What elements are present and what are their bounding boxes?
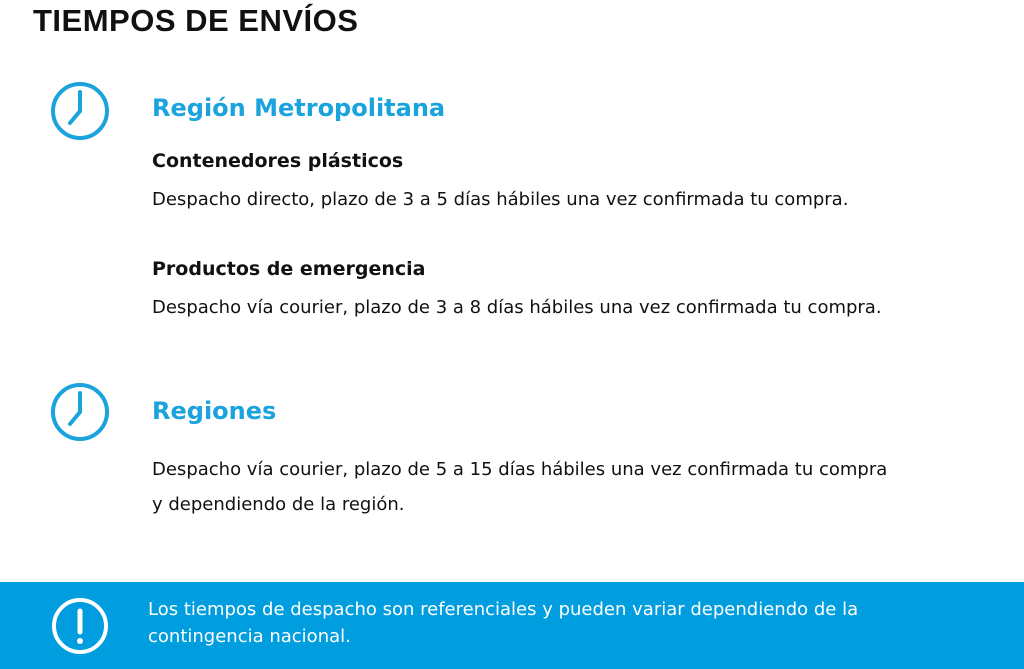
notice-text: Los tiempos de despacho son referenciales y pueden variar dependiendo de la contingencia nacional. — [148, 599, 859, 647]
notice-bar — [0, 582, 1024, 669]
item-heading-contenedores: Contenedores plásticos — [152, 150, 404, 172]
clock-icon — [49, 80, 111, 142]
item-heading-emergencia: Productos de emergencia — [152, 258, 426, 280]
section-title-regiones: Regiones — [152, 397, 277, 425]
section-title-region-metropolitana: Región Metropolitana — [152, 94, 446, 122]
item-text-regiones: Despacho vía courier, plazo de 5 a 15 días hábiles una vez confirmada tu compra y dependiendo de la región. — [152, 459, 888, 515]
exclamation-circle-icon — [50, 596, 110, 656]
page-title: TIEMPOS DE ENVÍOS — [33, 3, 359, 38]
item-text-contenedores: Despacho directo, plazo de 3 a 5 días hábiles una vez confirmada tu compra. — [152, 189, 849, 210]
clock-icon — [49, 381, 111, 443]
item-text-emergencia: Despacho vía courier, plazo de 3 a 8 días hábiles una vez confirmada tu compra. — [152, 297, 882, 318]
